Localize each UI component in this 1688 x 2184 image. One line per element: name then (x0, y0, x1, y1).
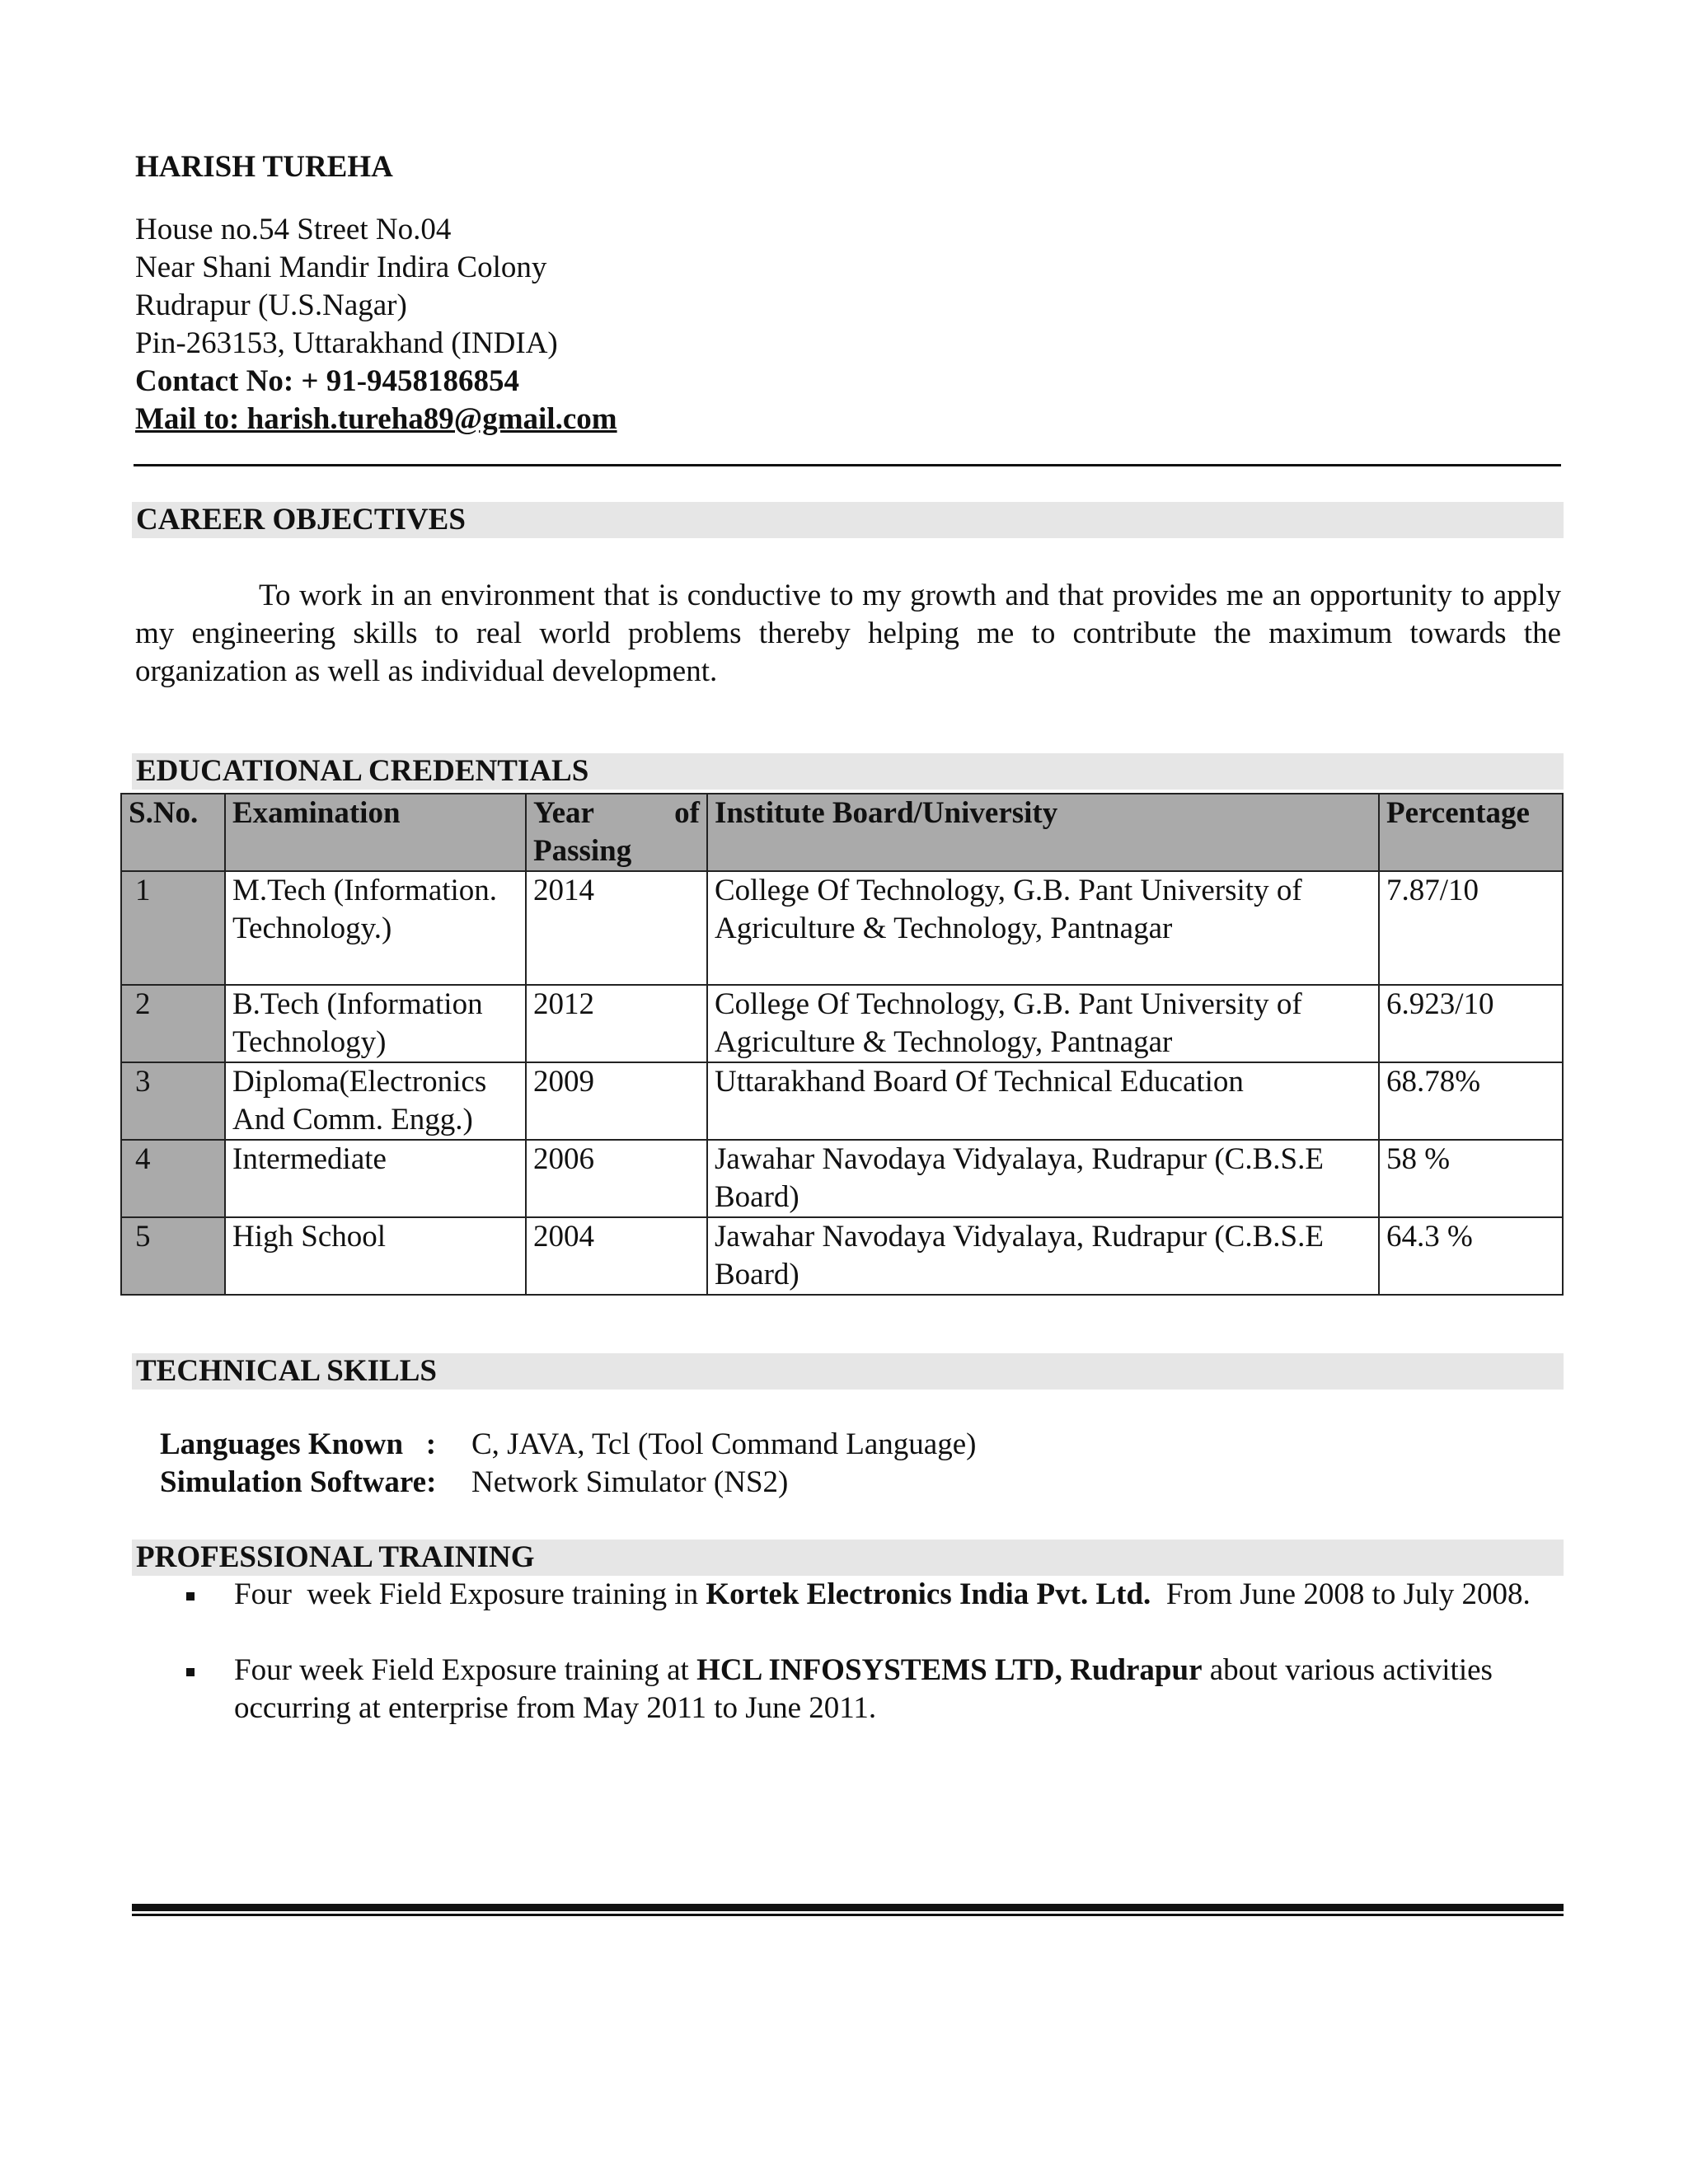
cell-sno: 1 (121, 871, 225, 985)
skills-list (160, 1426, 976, 1502)
cell-sno: 2 (121, 985, 225, 1062)
cell-year: 2009 (526, 1062, 707, 1140)
career-objective-paragraph: To work in an environment that is conductive to my growth and that provides me an opportunity to apply my engineering skills to real world problems thereby helping me to contribute the maximum towards the organization as well as individual development. (135, 579, 1561, 688)
contact-number: Contact No: + 91-9458186854 (135, 364, 520, 398)
column-header-institute: Institute Board/University (707, 794, 1379, 871)
header-divider (134, 464, 1561, 466)
cell-examination: B.Tech (Information Technology) (225, 985, 526, 1062)
column-header-percentage: Percentage (1379, 794, 1563, 871)
table-header-row (121, 794, 1563, 871)
cell-sno: 5 (121, 1217, 225, 1295)
address-line: House no.54 Street No.04 (135, 213, 452, 246)
skill-value: Network Simulator (NS2) (471, 1465, 789, 1499)
cell-sno: 4 (121, 1140, 225, 1217)
cell-percentage: 58 % (1379, 1140, 1563, 1217)
table-row (121, 1062, 1563, 1140)
column-header-sno: S.No. (121, 794, 225, 871)
education-heading: EDUCATIONAL CREDENTIALS (132, 753, 1564, 790)
cell-institute: Jawahar Navodaya Vidyalaya, Rudrapur (C.B.S.E Board) (707, 1217, 1379, 1295)
skill-row (160, 1464, 976, 1502)
technical-skills-heading: TECHNICAL SKILLS (132, 1353, 1564, 1390)
cell-year: 2006 (526, 1140, 707, 1217)
column-header-year (526, 794, 707, 871)
cell-institute: Uttarakhand Board Of Technical Education (707, 1062, 1379, 1140)
cell-percentage: 64.3 % (1379, 1217, 1563, 1295)
column-header-examination: Examination (225, 794, 526, 871)
cell-percentage: 7.87/10 (1379, 871, 1563, 985)
skill-label: Languages Known : (160, 1427, 437, 1461)
list-item (165, 1652, 1550, 1727)
skill-label: Simulation Software: (160, 1465, 437, 1499)
skill-row (160, 1426, 976, 1464)
table-row (121, 1217, 1563, 1295)
address-line: Rudrapur (U.S.Nagar) (135, 288, 407, 322)
year-head-word: Year (533, 796, 594, 830)
year-head-word: Passing (533, 834, 632, 868)
training-text: about various activities occurring at enterprise from May 2011 to June 2011. (234, 1653, 1501, 1725)
training-company: Kortek Electronics India Pvt. Ltd. (706, 1577, 1151, 1611)
education-table (120, 793, 1564, 1296)
bullet-square-icon (186, 1592, 195, 1601)
footer-divider-thick (132, 1904, 1564, 1911)
professional-training-heading: PROFESSIONAL TRAINING (132, 1540, 1564, 1576)
cell-examination: Diploma(Electronics And Comm. Engg.) (225, 1062, 526, 1140)
career-objective-text (135, 577, 1561, 691)
cell-sno: 3 (121, 1062, 225, 1140)
address-block (135, 211, 617, 438)
cell-examination: Intermediate (225, 1140, 526, 1217)
cell-year: 2014 (526, 871, 707, 985)
training-text: Four week Field Exposure training at (234, 1653, 697, 1687)
cell-examination: High School (225, 1217, 526, 1295)
candidate-name: HARISH TUREHA (135, 150, 393, 184)
cell-institute: College Of Technology, G.B. Pant University of Agriculture & Technology, Pantnagar (707, 871, 1379, 985)
training-text: Four week Field Exposure training in (234, 1577, 706, 1611)
training-text: From June 2008 to July 2008. (1151, 1577, 1531, 1611)
cell-institute: College Of Technology, G.B. Pant University of Agriculture & Technology, Pantnagar (707, 985, 1379, 1062)
list-item (165, 1576, 1550, 1614)
table-row (121, 871, 1563, 985)
cell-percentage: 6.923/10 (1379, 985, 1563, 1062)
training-list (165, 1576, 1550, 1765)
cell-year: 2012 (526, 985, 707, 1062)
cell-examination: M.Tech (Information. Technology.) (225, 871, 526, 985)
training-company: HCL INFOSYSTEMS LTD, Rudrapur (696, 1653, 1203, 1687)
bullet-square-icon (186, 1668, 195, 1676)
career-objectives-heading: CAREER OBJECTIVES (132, 502, 1564, 538)
table-row (121, 985, 1563, 1062)
cell-percentage: 68.78% (1379, 1062, 1563, 1140)
footer-divider-thin (132, 1914, 1564, 1916)
cell-institute: Jawahar Navodaya Vidyalaya, Rudrapur (C.B.S.E Board) (707, 1140, 1379, 1217)
year-head-word: of (674, 796, 700, 830)
table-row (121, 1140, 1563, 1217)
cell-year: 2004 (526, 1217, 707, 1295)
email-link[interactable]: Mail to: harish.tureha89@gmail.com (135, 402, 617, 436)
address-line: Near Shani Mandir Indira Colony (135, 251, 547, 284)
skill-value: C, JAVA, Tcl (Tool Command Language) (471, 1427, 977, 1461)
address-line: Pin-263153, Uttarakhand (INDIA) (135, 326, 558, 360)
